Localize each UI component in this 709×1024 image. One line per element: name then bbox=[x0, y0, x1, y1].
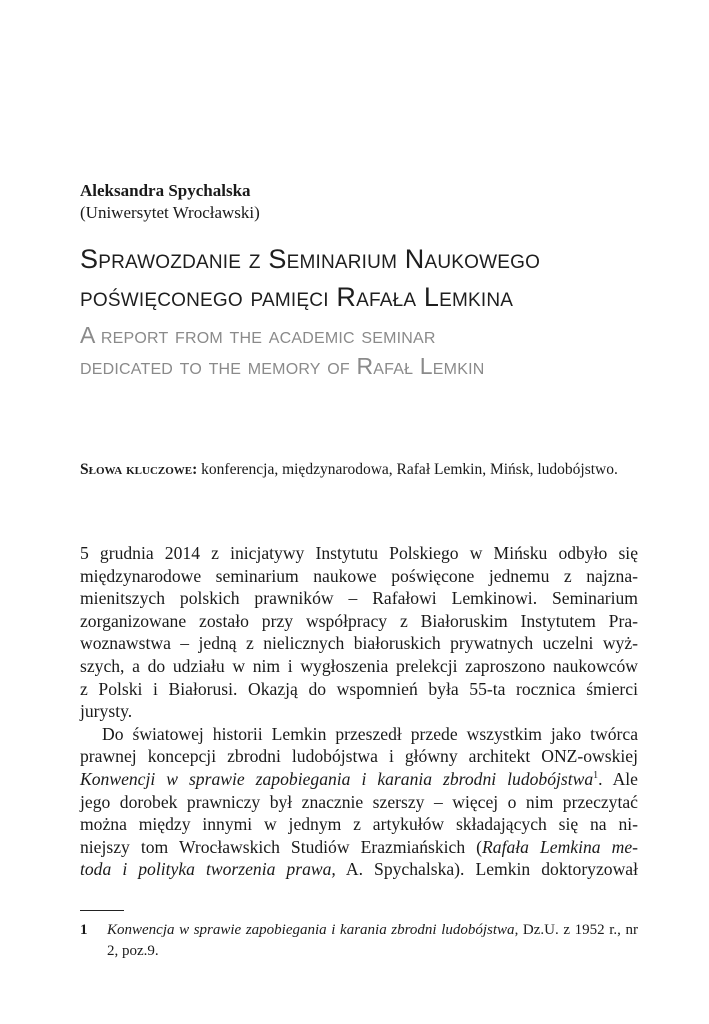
text-line: 5 grudnia 2014 z inicjatywy Instytutu Polskiego w Mińsku odbyło się bbox=[80, 543, 638, 563]
text-line: prawnej koncepcji zbrodni ludobójstwa i główny architekt ONZ-owskiej bbox=[80, 746, 638, 767]
keywords-text: konferencja, międzynarodowa, Rafał Lemkin, Mińsk, ludobójstwo. bbox=[201, 461, 618, 478]
footnote-number: 1 bbox=[80, 922, 88, 938]
paragraph-1 bbox=[80, 542, 638, 723]
text-fragment: . Ale bbox=[598, 768, 638, 789]
keywords bbox=[80, 458, 638, 482]
author-affiliation: (Uniwersytet Wrocławski) bbox=[80, 203, 260, 222]
text-line bbox=[80, 858, 638, 881]
title-polish bbox=[80, 240, 660, 316]
footnote bbox=[80, 920, 638, 962]
footnote-ref[interactable]: 1 bbox=[593, 770, 599, 782]
text-line: woznawstwa – jedną z nielicznych białoruskich prywatnych uczelni wyż- bbox=[80, 633, 638, 654]
title-english bbox=[80, 320, 660, 382]
text-line: międzynarodowe seminarium naukowe poświęcone jednemu z najzna- bbox=[80, 565, 638, 586]
keywords-label: Słowa kluczowe: bbox=[80, 461, 198, 478]
article-title: Rafała Lemkina me- bbox=[482, 836, 638, 857]
text-fragment: A. Spychalska). Lemkin doktoryzował bbox=[335, 859, 638, 880]
text-line: jego dorobek prawniczy był znacznie szerszy – więcej o nim przeczytać bbox=[80, 791, 638, 812]
footnote-italic: Konwencja w sprawie zapobiegania i karania zbrodni ludobójstwa bbox=[107, 922, 515, 938]
title-polish-line: Sprawozdanie z Seminarium Naukowego bbox=[80, 244, 541, 274]
text-line bbox=[80, 836, 638, 859]
text-line: zorganizowane zostało przy współpracy z Białoruskim Instytutem Pra- bbox=[80, 610, 638, 631]
paragraph-2 bbox=[80, 723, 638, 881]
footnote-divider bbox=[80, 910, 124, 911]
title-polish-line: poświęconego pamięci Rafała Lemkina bbox=[80, 282, 514, 312]
text-fragment: niejszy tom Wrocławskich Studiów Erazmiańskich ( bbox=[80, 836, 483, 857]
text-line bbox=[80, 768, 638, 791]
title-english-line: dedicated to the memory of Rafał Lemkin bbox=[80, 353, 485, 379]
text-line: z Polski i Białorusi. Okazją do wspomnień była 55-ta rocznica śmierci bbox=[80, 678, 638, 699]
text-line: mienitszych polskich prawników – Rafałowi Lemkinowi. Seminarium bbox=[80, 588, 638, 609]
article-body bbox=[80, 542, 638, 881]
text-line: Do światowej historii Lemkin przeszedł przede wszystkim jako twórca bbox=[102, 723, 638, 744]
text-line: można między innymi w jednym z artykułów składających się na ni- bbox=[80, 814, 638, 835]
title-english-line: A report from the academic seminar bbox=[80, 322, 436, 348]
article-title: toda i polityka tworzenia prawa, bbox=[80, 859, 336, 880]
footnote-rest: , Dz.U. z 1952 r., nr 2, poz.9. bbox=[107, 922, 638, 959]
text-line: jurysty. bbox=[80, 701, 133, 722]
convention-title: Konwencji w sprawie zapobiegania i karania zbrodni ludobójstwa bbox=[80, 768, 594, 789]
footnote-text bbox=[80, 920, 638, 962]
author-name: Aleksandra Spychalska bbox=[80, 181, 251, 200]
text-line: szych, a do udziału w nim i wygłoszenia prelekcji zaproszono naukowców bbox=[80, 655, 638, 676]
